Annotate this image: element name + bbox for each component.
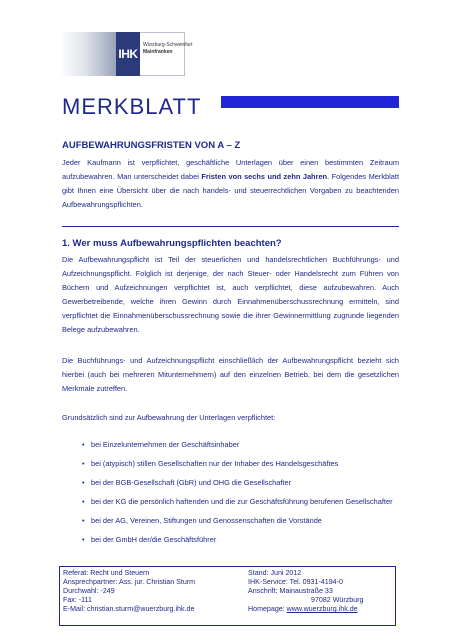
intro-text-before: Jeder Kaufmann ist verpflichtet, geschäftliche Unterlagen über einen bestimmten Zeitraum aufzubewahren. Man unterscheidet dabei bbox=[62, 158, 399, 181]
footer-homepage bbox=[248, 605, 363, 614]
footer-address: Anschrift: Mainaustraße 33 bbox=[248, 587, 333, 595]
footer-date: Stand: Juni 2012 bbox=[248, 569, 302, 577]
footer-service-phone: IHK-Service: Tel. 0931-4194-0 bbox=[248, 578, 343, 586]
list-item: • bei (atypisch) stillen Gesellschaften nur der Inhaber des Handelsgeschäftes bbox=[82, 457, 400, 471]
ihk-logo bbox=[60, 32, 193, 76]
section-1-paragraph-1: Die Aufbewahrungspflicht ist Teil der steuerlichen und handelsrechtlichen Buchführungs- und Aufzeichnungspflicht. Folglich ist derjenige, der nach Steuer- oder Handelsrecht zum Führen von Büchern und Aufzeichnungen verpflichtet ist, auch verpflichtet, diese aufzubewahren. Auch Gewerbetreibende, welche ihren Gewinn durch Einnahmenüberschussrechnung ermitteln, sind verpflichtet die Einnahmenüberschussrechnung sowie die ihrer Gewinnermittlung zugrunde liegenden Belege aufzubewahren. bbox=[62, 255, 399, 334]
footer-contact-person: Ansprechpartner: Ass. jur. Christian Sturm bbox=[63, 578, 196, 586]
section-1-heading: 1. Wer muss Aufbewahrungspflichten beachten? bbox=[62, 238, 282, 249]
section-1-paragraph-3: Grundsätzlich sind zur Aufbewahrung der Unterlagen verpflichtet: bbox=[62, 413, 276, 422]
category-label: Recht und Steuern bbox=[337, 98, 396, 105]
footer-right-column bbox=[248, 569, 363, 614]
intro-text-bold: Fristen von sechs und zehn Jahren bbox=[201, 172, 328, 181]
footer-left-column bbox=[63, 569, 195, 614]
homepage-label: Homepage: bbox=[248, 605, 287, 613]
intro-paragraph bbox=[62, 156, 399, 212]
footer-department: Referat: Recht und Steuern bbox=[63, 569, 150, 577]
footer-email: E-Mail: christian.sturm@wuerzburg.ihk.de bbox=[63, 605, 195, 613]
logo-mark: IHK bbox=[116, 32, 140, 76]
category-bar bbox=[221, 96, 399, 108]
list-item: • bei der AG, Vereinen, Stiftungen und Genossenschaften die Vorstände bbox=[82, 514, 400, 528]
logo-line-2: Mainfranken bbox=[143, 49, 173, 55]
page-title: MERKBLATT bbox=[62, 94, 202, 119]
footer-extension: Durchwahl: -249 bbox=[63, 587, 115, 595]
main-heading: AUFBEWAHRUNGSFRISTEN VON A – Z bbox=[62, 140, 241, 151]
list-item: • bei Einzelunternehmen der Geschäftsinhaber bbox=[82, 438, 400, 452]
list-item: • bei der GmbH der/die Geschäftsführer bbox=[82, 533, 400, 547]
list-item: • bei der KG die persönlich haftenden und die zur Geschäftsführung berufenen Gesellschafter bbox=[82, 495, 400, 509]
section-1-paragraph-2: Die Buchführungs- und Aufzeichnungspflicht einschließlich der Aufbewahrungspflicht bezieht sich hierbei (auch bei mehreren Mitunternehmern) auf den einzelnen Betrieb, bei dem die gesetzlichen Merkmale zutreffen. bbox=[62, 356, 399, 393]
footer-city: 97082 Würzburg bbox=[311, 596, 364, 604]
logo-line-1: Würzburg-Schweinfurt bbox=[143, 42, 193, 48]
footer-fax: Fax: -111 bbox=[63, 596, 92, 604]
intro-text-after: . Folgendes Merkblatt gibt Ihnen eine Übersicht über die nach handels- und steuerrechtlichen Vorgaben zu beachtenden Aufbewahrungspflichten. bbox=[62, 172, 399, 209]
list-item: • bei der BGB-Gesellschaft (GbR) und OHG die Gesellschafter bbox=[82, 476, 400, 490]
homepage-link[interactable]: www.wuerzburg.ihk.de bbox=[286, 605, 358, 613]
logo-gradient bbox=[60, 32, 116, 76]
obligated-parties-list bbox=[82, 438, 400, 552]
section-divider bbox=[62, 226, 399, 227]
contact-footer bbox=[59, 566, 396, 626]
